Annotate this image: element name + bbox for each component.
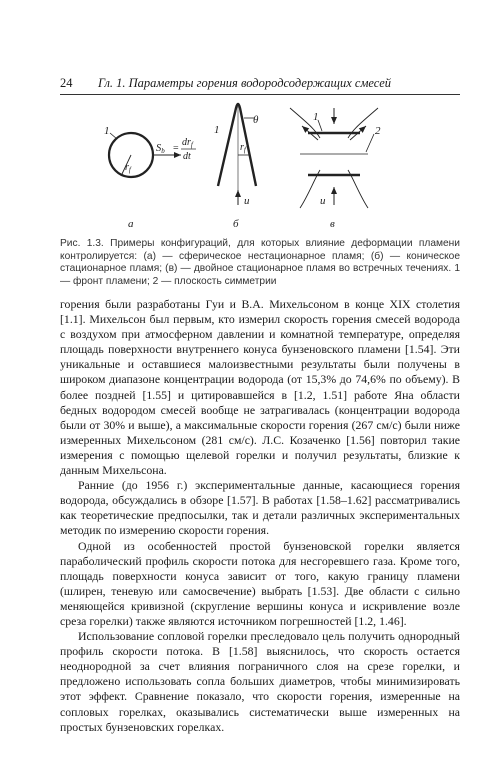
- label-plane-c: 2: [375, 125, 381, 137]
- label-rf-b: $r_f$: [240, 142, 246, 154]
- running-title: Гл. 1. Параметры горения водородсодержащих смесей: [98, 76, 391, 90]
- label-drf: $dr_f$: [182, 137, 193, 149]
- conical-flame-front: [218, 104, 256, 186]
- label-front-a: 1: [104, 125, 110, 137]
- panel-c: [290, 108, 381, 230]
- label-u-b: u: [244, 195, 250, 207]
- paragraph-2: Ранние (до 1956 г.) экспериментальные данные, касающиеся горения водорода, обсуждались в обзоре [1.57]. В работах [1.58–1.62] рассматривались как теоретические предпосылки, так и детали различных экспериментальных методик по измерению скорости горения.: [60, 478, 460, 538]
- paragraph-4: Использование сопловой горелки преследовало цель получить однородный профиль скорости потока. В [1.58] выяснилось, что скорость остается неоднородной за счет влияния пограничного слоя на срезе горелки, и предложено использовать сопла больших диаметров, чтобы минимизировать этот эффект. Сравнение показало, что скорости горения, измеренные на сопловых горелках, оказывались систематически выше измеренных на простых бунзеновских горелках.: [60, 629, 460, 734]
- label-rf-a: $r_f$: [125, 162, 131, 174]
- front-leader-c: [318, 120, 322, 131]
- label-front-c: 1: [313, 111, 319, 123]
- label-sb: Sb: [156, 143, 165, 155]
- label-u-c: u: [320, 195, 326, 207]
- front-leader-line: [110, 133, 117, 139]
- label-theta: θ: [253, 114, 259, 126]
- body-text: [60, 297, 460, 735]
- panel-label-c: в: [330, 218, 335, 230]
- label-front-b: 1: [214, 124, 220, 136]
- paragraph-3: Одной из особенностей простой бунзеновской горелки является параболический профиль скорости потока для несгоревшего газа. Кроме того, площадь поверхности конуса зависит от того, какую границу пламени (шлирен, теневую или самосвечение) выбрать [1.53]. Две области с сильно меняющейся кривизной (скругление вершины конуса и искривление возле среза горелки) также являются источником погрешностей [1.2, 1.46].: [60, 538, 460, 628]
- figure-caption: Рис. 1.3. Примеры конфигураций, для которых влияние деформации пламени контролируется: (а) — сферическое нестационарное пламя; (б) — коническое стационарное пламя; (в) — двойное стационарное пламя во встречных течениях. 1 — фронт пламени; 2 — плоскость симметрии: [60, 238, 460, 288]
- paragraph-1: горения были разработаны Гуи и В.А. Михельсоном в конце XIX столетия [1.1]. Михельсон был первым, кто измерил скорость горения смесей водорода с воздухом при атмосферном давлении и комнатной температуре, определяя площадь поверхности внутреннего конуса бунзеновского пламени [1.54]. Эти уникальные и оставшиеся малоизвестными результаты были получены в широком диапазоне концентрации водорода (от 15,3% до 74,6% по объему). В более поздней [1.55] и цитировавшейся в [1.2, 1.51] работе Яна области бедных водородом смесей вообще не затрагивалась (концентрации водорода были от 30% и выше), а максимальные скорости горения (267 см/с) были ниже измеренных Михельсоном (281 см/с). Л.С. Козаченко [1.56] повторил такие измерения с помощью щелевой горелки и получил результаты, близкие к данным Михельсона.: [60, 297, 460, 478]
- label-equals: =: [173, 143, 179, 154]
- page-number: 24: [60, 76, 73, 90]
- plane-leader-c: [366, 134, 374, 152]
- panel-a: [104, 125, 196, 230]
- panel-b: [214, 103, 259, 230]
- panel-label-a: а: [128, 218, 134, 230]
- label-dt: dt: [183, 151, 191, 162]
- panel-label-b: б: [233, 218, 239, 230]
